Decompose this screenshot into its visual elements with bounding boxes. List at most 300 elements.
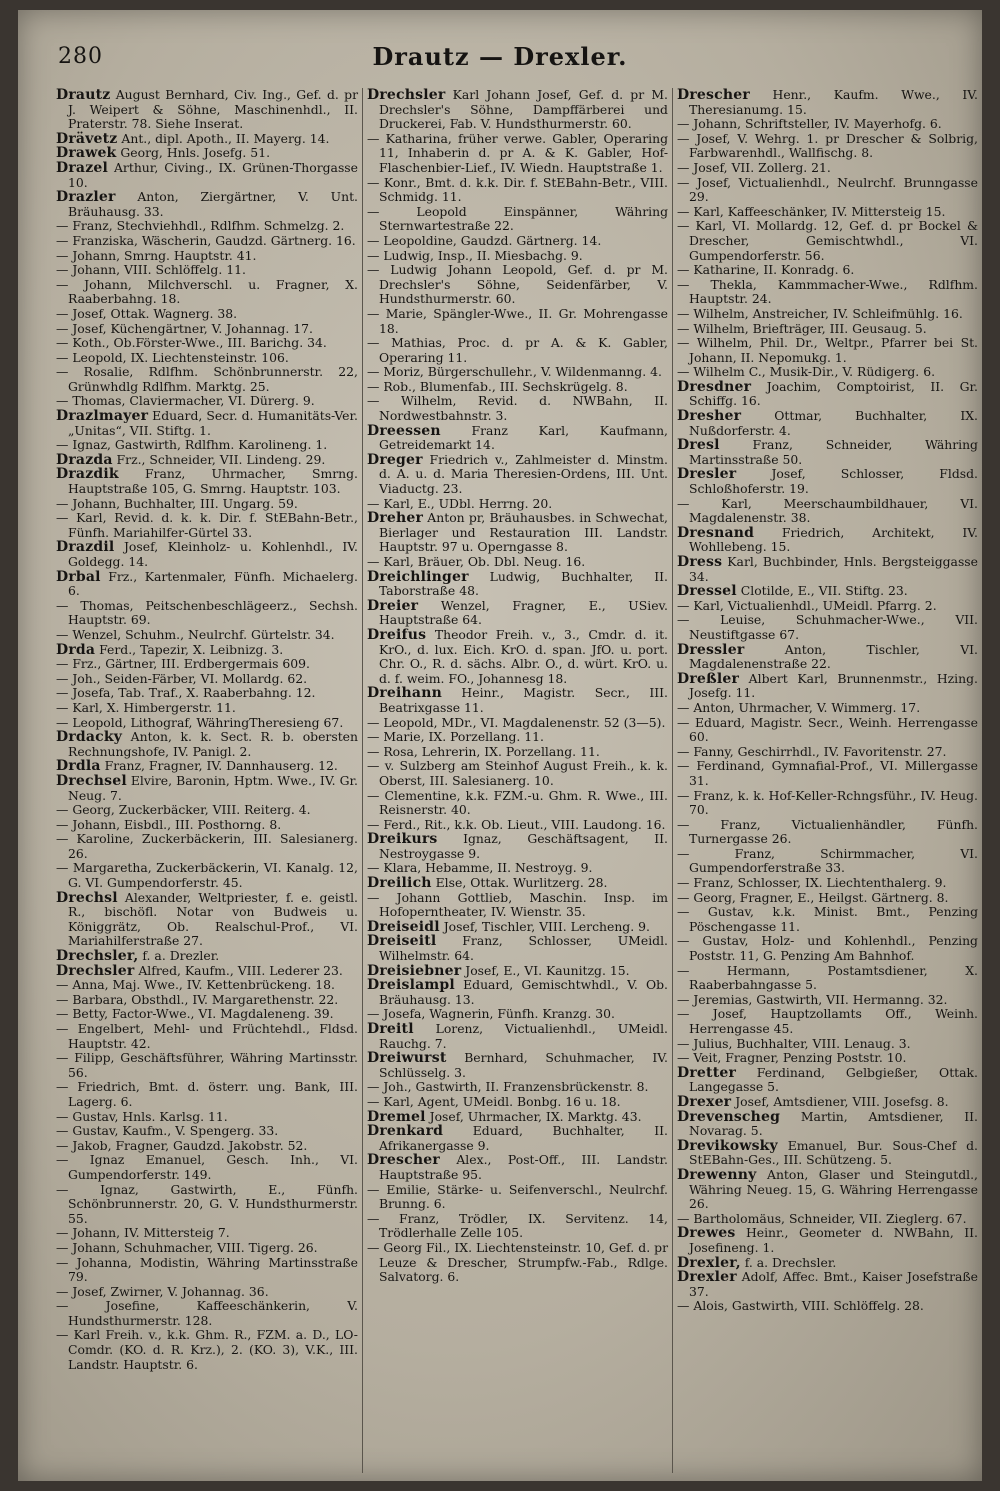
directory-entry [677, 555, 978, 584]
entry-text: Georg, Hnls. Josefg. 51. [116, 145, 271, 161]
directory-entry [56, 1080, 358, 1109]
entry-text: — Franz, Trödler, IX. Servitenz. 14, Trödlerhalle Zelle 105. [367, 1210, 668, 1241]
directory-entry [56, 263, 358, 278]
entry-surname: Drechsl [56, 889, 118, 906]
entry-text: — Julius, Buchhalter, VIII. Lenaug. 3. [677, 1035, 911, 1051]
entry-text: Anton pr, Bräuhausbes. in Schwechat, Bierlager und Restauration III. Landstr. Hauptstr. 97 u. Operngasse 8. [379, 510, 668, 555]
entry-text: — Josef, Küchengärtner, V. Johannag. 17. [56, 320, 313, 336]
directory-entry [677, 993, 978, 1008]
directory-entry [367, 570, 668, 599]
entry-text: Anton, Ziergärtner, V. Unt. Bräuhausg. 33. [68, 189, 358, 219]
entry-text: — Katharine, II. Konradg. 6. [677, 262, 855, 278]
entry-surname: Drenkard [367, 1123, 444, 1140]
directory-entry [56, 818, 358, 833]
directory-entry [56, 672, 358, 687]
entry-text: — Karl, Kaffeeschänker, IV. Mittersteig 15. [677, 203, 946, 219]
entry-text: Karl Johann Josef, Gef. d. pr M. Drechsler's Söhne, Dampffärberei und Druckerei, Fab. V. Hundsthurmerstr. 60. [379, 88, 668, 132]
directory-entry [677, 205, 978, 220]
entry-text: — Eduard, Magistr. Secr., Weinh. Herrengasse 60. [677, 714, 978, 745]
entry-text: Franz Karl, Kaufmann, Getreidemarkt 14. [379, 422, 668, 453]
entry-text: Josef, E., VI. Kaunitzg. 15. [461, 962, 630, 978]
entry-surname: Drewes [677, 1225, 736, 1242]
entry-surname: Dreifus [367, 626, 427, 643]
entry-surname: Drazlmayer [56, 408, 149, 425]
entry-text: — Franz, Schirmmacher, VI. Gumpendorferstraße 33. [677, 845, 978, 876]
entry-text: — Koth., Ob.Förster-Wwe., III. Barichg. 34. [56, 335, 327, 351]
directory-entry [677, 599, 978, 614]
entry-surname: Dreihann [367, 685, 442, 702]
directory-entry [367, 861, 668, 876]
directory-entry [677, 409, 978, 438]
directory-entry [677, 584, 978, 599]
entry-text: — Margaretha, Zuckerbäckerin, VI. Kanalg. 12, G. VI. Gumpendorferstr. 45. [56, 860, 358, 891]
directory-entry [677, 176, 978, 205]
entry-surname: Dreiseidl [367, 918, 440, 935]
directory-entry [677, 497, 978, 526]
entry-text: Ferdinand, Gelbgießer, Ottak. Langegasse 5. [689, 1064, 978, 1095]
entry-surname: Dresnand [677, 524, 755, 541]
directory-entry [56, 1139, 358, 1154]
directory-entry [367, 555, 668, 570]
directory-entry [677, 905, 978, 934]
directory-entry [56, 832, 358, 861]
directory-entry [677, 1095, 978, 1110]
directory-entry [56, 891, 358, 949]
entry-text: — Filipp, Geschäftsführer, Währing Martinsstr. 56. [56, 1050, 358, 1080]
entry-text: — Josef, VII. Zollerg. 21. [677, 159, 831, 175]
entry-text: — Leopold, Lithograf, WähringTheresieng 67. [56, 714, 344, 730]
entry-text: — Marie, IX. Porzellang. 11. [367, 729, 544, 745]
directory-entry [56, 453, 358, 468]
entry-text: — Rob., Blumenfab., III. Sechskrügelg. 8. [367, 378, 628, 394]
entry-text: Ferd., Tapezir, X. Leibnizg. 3. [95, 641, 284, 657]
directory-entry [677, 278, 978, 307]
directory-entry [56, 657, 358, 672]
entry-text: Eduard, Buchhalter, II. Afrikanergasse 9. [379, 1123, 668, 1153]
entry-text: Eduard, Gemischtwhdl., V. Ob. Bräuhausg. 13. [379, 977, 668, 1007]
entry-text: — Hermann, Postamtsdiener, X. Raaberbahngasse 5. [677, 962, 978, 993]
entry-surname: Dressel [677, 583, 737, 600]
directory-entry [367, 424, 668, 453]
directory-entry [367, 307, 668, 336]
entry-surname: Drescher [367, 1152, 440, 1169]
directory-entry [56, 1183, 358, 1227]
entry-text: — Wilhelm, Briefträger, III. Geusaug. 5. [677, 320, 927, 336]
directory-entry [56, 322, 358, 337]
entry-text: Josef, Uhrmacher, IX. Marktg. 43. [425, 1108, 642, 1124]
directory-entry [367, 1153, 668, 1182]
directory-entry [367, 380, 668, 395]
column-right [672, 88, 982, 1473]
directory-entry [367, 818, 668, 833]
entry-text: Josef, Tischler, VIII. Lercheng. 9. [439, 918, 650, 934]
entry-surname: Drexler [677, 1269, 737, 1286]
entry-text: Eduard, Secr. d. Humanitäts-Ver. „Unitas“, VII. Stiftg. 1. [68, 408, 358, 438]
entry-text: Henr., Kaufm. Wwe., IV. Theresianumg. 15. [689, 88, 978, 117]
entry-text: Franz, Schneider, Währing Martinsstraße 50. [689, 437, 978, 467]
entry-text: — Joh., Gastwirth, II. Franzensbrückenstr. 8. [367, 1079, 649, 1095]
entry-text: — Johann, IV. Mittersteig 7. [56, 1225, 230, 1241]
directory-entry [56, 234, 358, 249]
entry-surname: Drechsel [56, 772, 127, 789]
entry-text: — Georg, Fragner, E., Heilgst. Gärtnerg. 8. [677, 889, 949, 905]
entry-surname: Dresler [677, 466, 737, 483]
entry-text: — Georg Fil., IX. Liechtensteinstr. 10, Gef. d. pr Leuze & Drescher, Strumpfw.-Fab., Rdlge. Salvatorg. 6. [367, 1239, 668, 1285]
entry-text: — Katharina, früher verwe. Gabler, Operaring 11, Inhaberin d. pr A. & K. Gabler, Hof-Flaschenbier-Lief., IV. Wiedn. Hauptstraße 1. [367, 130, 668, 175]
entry-text: — Moriz, Bürgerschullehr., V. Wildenmanng. 4. [367, 364, 662, 380]
directory-entry [677, 1226, 978, 1255]
entry-text: — Joh., Seiden-Färber, VI. Mollardg. 62. [56, 670, 308, 686]
directory-entry [56, 307, 358, 322]
entry-text: — Ignaz, Gastwirth, E., Fünfh. Schönbrunnerstr. 20, G. V. Hundsthurmerstr. 55. [56, 1181, 358, 1226]
directory-entry [56, 351, 358, 366]
entry-surname: Dresher [677, 408, 742, 425]
entry-columns [52, 88, 982, 1473]
entry-text: — Friedrich, Bmt. d. österr. ung. Bank, III. Lagerg. 6. [56, 1079, 358, 1109]
directory-entry [367, 1080, 668, 1095]
directory-entry [56, 1022, 358, 1051]
entry-text: — Franziska, Wäscherin, Gaudzd. Gärtnerg. 16. [56, 232, 356, 248]
directory-entry [677, 467, 978, 496]
entry-text: — Karl Freih. v., k.k. Ghm. R., FZM. a. D., LO-Comdr. (KO. d. R. Krz.), 2. (KO. 3), V.K., III. Landstr. Hauptstr. 6. [56, 1327, 358, 1372]
entry-text: — Johann, Buchhalter, III. Ungarg. 59. [56, 495, 298, 511]
entry-surname: Drechsler [367, 88, 446, 103]
directory-entry [677, 759, 978, 788]
directory-entry [56, 570, 358, 599]
directory-entry [367, 789, 668, 818]
directory-entry [367, 511, 668, 555]
entry-surname: Dreislampl [367, 977, 455, 994]
directory-entry [677, 1037, 978, 1052]
entry-text: Ignaz, Geschäftsagent, II. Nestroygasse 9. [379, 831, 668, 861]
directory-entry [56, 278, 358, 307]
directory-entry [677, 1110, 978, 1139]
entry-text: Arthur, Civing., IX. Grünen-Thorgasse 10. [68, 159, 358, 190]
entry-text: — Karl, Victualienhdl., UMeidl. Pfarrg. 2. [677, 597, 937, 613]
entry-text: Wenzel, Fragner, E., USiev. Hauptstraße 64. [379, 597, 668, 628]
entry-surname: Drescher [677, 88, 750, 103]
directory-entry [367, 1183, 668, 1212]
entry-text: — Georg, Zuckerbäcker, VIII. Reiterg. 4. [56, 802, 311, 818]
entry-text: — Ignaz Emanuel, Gesch. Inh., VI. Gumpendorferstr. 149. [56, 1152, 358, 1182]
directory-entry [367, 336, 668, 365]
directory-entry [56, 1007, 358, 1022]
entry-text: — Josef, Hauptzollamts Off., Weinh. Herrengasse 45. [677, 1006, 978, 1036]
entry-text: — Leopold Einspänner, Währing Sternwartestraße 22. [367, 203, 668, 234]
directory-entry [56, 132, 358, 147]
directory-entry [56, 1256, 358, 1285]
entry-text: Anton, Tischler, VI. Magdalenenstraße 22. [689, 641, 978, 672]
entry-surname: Dresl [677, 437, 720, 454]
entry-text: Lorenz, Victualienhdl., UMeidl. Rauchg. 7. [379, 1021, 668, 1051]
entry-surname: Dreessen [367, 422, 441, 439]
entry-text: Alfred, Kaufm., VIII. Lederer 23. [134, 962, 343, 978]
entry-text: Franz, Schlosser, UMeidl. Wilhelmstr. 64. [379, 933, 668, 964]
entry-text: — Anton, Uhrmacher, V. Wimmerg. 17. [677, 699, 921, 715]
entry-surname: Drevenscheg [677, 1108, 781, 1125]
directory-entry [367, 716, 668, 731]
entry-text: — Josefa, Wagnerin, Fünfh. Kranzg. 30. [367, 1006, 615, 1022]
entry-text: — Konr., Bmt. d. k.k. Dir. f. StEBahn-Betr., VIII. Schmidg. 11. [367, 174, 668, 205]
entry-text: — Veit, Fragner, Penzing Poststr. 10. [677, 1050, 907, 1066]
directory-entry [56, 1051, 358, 1080]
entry-text: — Marie, Spängler-Wwe., II. Gr. Mohrengasse 18. [367, 305, 668, 336]
entry-text: — Josefa, Tab. Traf., X. Raaberbahng. 12. [56, 685, 316, 701]
entry-text: Else, Ottak. Wurlitzerg. 28. [431, 875, 608, 891]
directory-entry [677, 322, 978, 337]
directory-entry [56, 88, 358, 132]
entry-text: — Klara, Hebamme, II. Nestroyg. 9. [367, 860, 593, 876]
directory-entry [56, 438, 358, 453]
directory-entry [367, 132, 668, 176]
entry-text: — Mathias, Proc. d. pr A. & K. Gabler, Operaring 11. [367, 335, 668, 365]
entry-surname: Dreßler [677, 670, 740, 687]
directory-entry [56, 978, 358, 993]
entry-surname: Drechsler, [56, 948, 139, 965]
entry-text: Martin, Amtsdiener, II. Novarag. 5. [689, 1108, 978, 1139]
directory-entry [56, 365, 358, 394]
entry-text: Ant., dipl. Apoth., II. Mayerg. 14. [117, 130, 330, 146]
directory-entry [677, 847, 978, 876]
directory-entry [367, 263, 668, 307]
entry-text: — Franz, Victualienhändler, Fünfh. Turnergasse 26. [677, 816, 978, 847]
directory-entry [56, 1285, 358, 1300]
entry-text: — Gustav, Hnls. Karlsg. 11. [56, 1108, 228, 1124]
directory-entry [677, 643, 978, 672]
directory-entry [56, 701, 358, 716]
directory-entry [56, 730, 358, 759]
directory-entry [677, 1168, 978, 1212]
entry-text: Friedrich, Architekt, IV. Wohllebeng. 15. [689, 524, 978, 555]
entry-surname: Dreiwurst [367, 1050, 447, 1067]
entry-text: — Karl, Agent, UMeidl. Bonbg. 16 u. 18. [367, 1093, 621, 1109]
entry-text: — Josef, V. Wehrg. 1. pr Drescher & Solbrig, Farbwarenhdl., Wallfischg. 8. [677, 130, 978, 161]
directory-entry [56, 803, 358, 818]
entry-text: — Ludwig Johann Leopold, Gef. d. pr M. Drechsler's Söhne, Seidenfärber, V. Hundsthurmerstr. 60. [367, 262, 668, 307]
entry-text: Friedrich v., Zahlmeister d. Minstm. d. A. u. d. Maria Theresien-Ordens, III. Unt. Viaductg. 23. [379, 451, 668, 497]
entry-text: — Rosa, Lehrerin, IX. Porzellang. 11. [367, 743, 600, 759]
directory-entry [677, 161, 978, 176]
entry-text: Josef, Schlosser, Fldsd. Schloßhoferstr. 19. [689, 466, 978, 497]
directory-entry [367, 686, 668, 715]
directory-entry [677, 1051, 978, 1066]
directory-entry [56, 599, 358, 628]
directory-entry [367, 234, 668, 249]
entry-text: — Emilie, Stärke- u. Seifenverschl., Neulrchf. Brunng. 6. [367, 1181, 668, 1212]
directory-entry [56, 759, 358, 774]
entry-text: — Josef, Zwirner, V. Johannag. 36. [56, 1283, 269, 1299]
directory-entry [367, 759, 668, 788]
entry-text: Josef, Amtsdiener, VIII. Josefsg. 8. [731, 1093, 949, 1109]
entry-surname: Dreger [367, 451, 423, 468]
directory-entry [367, 205, 668, 234]
directory-entry [677, 613, 978, 642]
directory-entry [367, 964, 668, 979]
entry-text: August Bernhard, Civ. Ing., Gef. d. pr J. Weipert & Söhne, Maschinenhdl., II. Praterstr. 78. Siehe Inserat. [68, 88, 358, 132]
entry-text: — Johann, Schuhmacher, VIII. Tigerg. 26. [56, 1239, 318, 1255]
directory-entry [56, 686, 358, 701]
entry-surname: Drdla [56, 758, 101, 775]
entry-surname: Drazda [56, 451, 113, 468]
directory-entry [677, 701, 978, 716]
directory-entry [677, 438, 978, 467]
entry-text: — Jeremias, Gastwirth, VII. Hermanng. 32. [677, 991, 948, 1007]
directory-entry [56, 1124, 358, 1139]
page-number: 280 [58, 44, 103, 69]
entry-text: — Wilhelm, Anstreicher, IV. Schleifmühlg. 16. [677, 305, 963, 321]
entry-surname: Dreisiebner [367, 962, 462, 979]
entry-surname: Drazler [56, 189, 116, 206]
directory-entry [56, 540, 358, 569]
directory-entry [367, 1022, 668, 1051]
entry-text: Albert Karl, Brunnenmstr., Hzing. Josefg. 11. [689, 670, 978, 701]
entry-surname: Dress [677, 554, 723, 570]
entry-text: — Wenzel, Schuhm., Neulrchf. Gürtelstr. 34. [56, 626, 335, 642]
entry-text: — Karl, Bräuer, Ob. Dbl. Neug. 16. [367, 554, 586, 569]
directory-entry [677, 672, 978, 701]
directory-entry [367, 249, 668, 264]
directory-entry [677, 964, 978, 993]
entry-text: — Wilhelm, Revid. d. NWBahn, II. Nordwestbahnstr. 3. [367, 393, 668, 424]
directory-entry [56, 861, 358, 890]
entry-text: — Leopoldine, Gaudzd. Gärtnerg. 14. [367, 232, 602, 248]
entry-text: — Josef, Victualienhdl., Neulrchf. Brunngasse 29. [677, 174, 978, 205]
directory-entry [367, 365, 668, 380]
entry-text: Joachim, Comptoirist, II. Gr. Schiffg. 16. [689, 378, 978, 409]
directory-entry [56, 993, 358, 1008]
entry-text: — Franz, k. k. Hof-Keller-Rchngsführ., IV. Heug. 70. [677, 787, 978, 818]
directory-page [18, 10, 982, 1481]
entry-surname: Drazel [56, 159, 108, 176]
directory-entry [56, 1241, 358, 1256]
directory-entry [677, 789, 978, 818]
directory-entry [56, 394, 358, 409]
directory-entry [677, 307, 978, 322]
directory-entry [56, 249, 358, 264]
entry-surname: Dreiseitl [367, 933, 437, 950]
directory-entry [367, 1124, 668, 1153]
directory-entry [677, 132, 978, 161]
directory-entry [56, 409, 358, 438]
entry-surname: Drevikowsky [677, 1137, 778, 1154]
directory-entry [677, 891, 978, 906]
entry-text: — Karl, VI. Mollardg. 12, Gef. d. pr Bockel & Drescher, Gemischtwhdl., VI. Gumpendorferstr. 56. [677, 218, 978, 263]
directory-entry [367, 1051, 668, 1080]
entry-text: — Frz., Gärtner, III. Erdbergermais 609. [56, 656, 310, 672]
directory-entry [677, 1299, 978, 1314]
directory-entry [56, 467, 358, 496]
entry-text: — Gustav, Holz- und Kohlenhdl., Penzing Poststr. 11, G. Penzing Am Bahnhof. [677, 933, 978, 964]
entry-text: — Thomas, Peitschenbeschlägeerz., Sechsh. Hauptstr. 69. [56, 597, 358, 628]
directory-entry [367, 1095, 668, 1110]
entry-text: — Alois, Gastwirth, VIII. Schlöffelg. 28. [677, 1298, 924, 1314]
directory-entry [367, 453, 668, 497]
entry-text: Heinr., Magistr. Secr., III. Beatrixgasse 11. [379, 685, 668, 715]
directory-entry [677, 380, 978, 409]
entry-surname: Dreikurs [367, 831, 438, 848]
entry-text: — Barbara, Obsthdl., IV. Margarethenstr. 22. [56, 991, 339, 1007]
entry-surname: Dremel [367, 1108, 426, 1125]
directory-entry [367, 88, 668, 132]
entry-text: — Johann Gottlieb, Maschin. Insp. im Hofoperntheater, IV. Wienstr. 35. [367, 889, 668, 920]
entry-text: Karl, Buchbinder, Hnls. Bergsteiggasse 34. [689, 554, 978, 584]
directory-entry [367, 934, 668, 963]
directory-entry [367, 978, 668, 1007]
entry-text: — Karoline, Zuckerbäckerin, III. Salesianerg. 26. [56, 831, 358, 861]
directory-entry [56, 949, 358, 964]
directory-entry [677, 263, 978, 278]
directory-entry [56, 146, 358, 161]
entry-surname: Dreher [367, 510, 424, 527]
entry-text: — Karl, Revid. d. k. k. Dir. f. StEBahn-Betr., Fünfh. Mariahilfer-Gürtel 33. [56, 510, 358, 540]
entry-surname: Drda [56, 641, 96, 658]
entry-text: Anton, Glaser und Steingutdl., Währing Neueg. 15, G. Währing Herrengasse 26. [689, 1166, 978, 1212]
entry-text: — Wilhelm C., Musik-Dir., V. Rüdigerg. 6. [677, 364, 936, 380]
directory-entry [367, 599, 668, 628]
directory-entry [367, 1110, 668, 1125]
directory-entry [56, 1226, 358, 1241]
directory-entry [677, 876, 978, 891]
entry-text: — Ferd., Rit., k.k. Ob. Lieut., VIII. Laudong. 16. [367, 816, 666, 832]
entry-text: — Johann, Eisbdl., III. Posthorng. 8. [56, 816, 282, 832]
directory-entry [56, 716, 358, 731]
directory-entry [56, 511, 358, 540]
directory-entry [677, 745, 978, 760]
entry-text: Anton, k. k. Sect. R. b. obersten Rechnungshofe, IV. Panigl. 2. [68, 729, 358, 759]
entry-text: Elvire, Baronin, Hptm. Wwe., IV. Gr. Neug. 7. [68, 772, 358, 803]
entry-surname: Dretter [677, 1064, 737, 1081]
entry-text: — Thomas, Claviermacher, VI. Dürerg. 9. [56, 393, 315, 409]
entry-text: — Josefine, Kaffeeschänkerin, V. Hundsthurmerstr. 128. [56, 1298, 358, 1328]
directory-entry [677, 934, 978, 963]
entry-text: Heinr., Geometer d. NWBahn, II. Josefineng. 1. [689, 1225, 978, 1255]
entry-text: — Josef, Ottak. Wagnerg. 38. [56, 305, 238, 321]
directory-entry [367, 394, 668, 423]
entry-text: Clotilde, E., VII. Stiftg. 23. [736, 583, 908, 599]
directory-entry [677, 1256, 978, 1271]
directory-entry [677, 88, 978, 117]
directory-entry [367, 176, 668, 205]
directory-entry [677, 526, 978, 555]
entry-text: — Johann, Schriftsteller, IV. Mayerhofg. 6. [677, 116, 942, 132]
directory-entry [56, 497, 358, 512]
entry-text: Theodor Freih. v., 3., Cmdr. d. it. KrO., d. lux. Eich. KrO. d. span. JfO. u. port. Chr. O., R. d. sächs. Albr. O., d. würt. KrO. u. d. f. weim. FO., Johannesg 18. [379, 626, 668, 686]
entry-text: — Betty, Factor-Wwe., VI. Magdaleneng. 39. [56, 1006, 334, 1022]
directory-entry [56, 774, 358, 803]
entry-text: — Gustav, k.k. Minist. Bmt., Penzing Pöschengasse 11. [677, 904, 978, 934]
directory-entry [56, 964, 358, 979]
entry-text: — Gustav, Kaufm., V. Spengerg. 33. [56, 1123, 279, 1139]
directory-entry [56, 161, 358, 190]
page-header [58, 40, 942, 80]
directory-entry [677, 365, 978, 380]
entry-text: — Karl, E., UDbl. Herrng. 20. [367, 495, 553, 511]
directory-entry [56, 190, 358, 219]
entry-text: — Jakob, Fragner, Gaudzd. Jakobstr. 52. [56, 1137, 308, 1153]
entry-surname: Drdacky [56, 729, 123, 746]
entry-text: — v. Sulzberg am Steinhof August Freih., k. k. Oberst, III. Salesianerg. 10. [367, 758, 668, 788]
entry-surname: Dreilich [367, 875, 432, 892]
entry-text: Bernhard, Schuhmacher, IV. Schlüsselg. 3. [379, 1050, 668, 1080]
directory-entry [56, 1299, 358, 1328]
directory-entry [367, 920, 668, 935]
directory-entry [56, 219, 358, 234]
directory-entry [367, 1212, 668, 1241]
entry-text: Franz, Fragner, IV. Dannhauserg. 12. [100, 758, 338, 774]
entry-surname: Drbal [56, 568, 101, 585]
directory-entry [677, 818, 978, 847]
entry-surname: Drawek [56, 145, 117, 162]
